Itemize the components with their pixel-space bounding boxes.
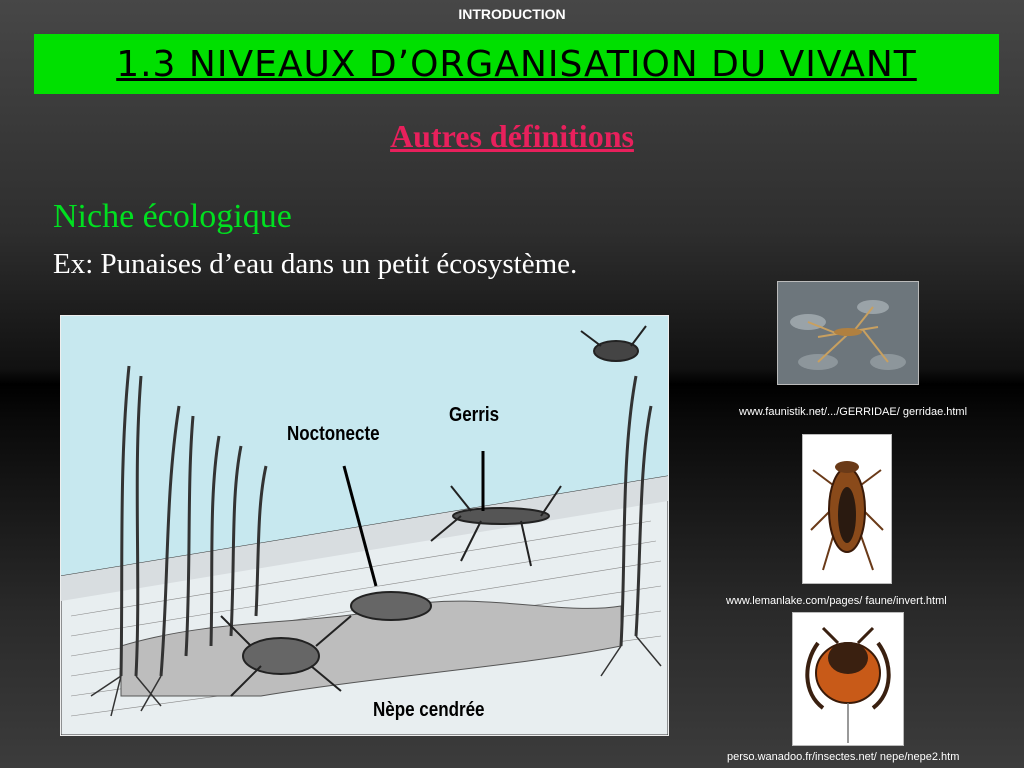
- heading-niche: Niche écologique: [53, 198, 292, 235]
- section-label: INTRODUCTION: [458, 6, 566, 22]
- label-noctonecte: Noctonecte: [287, 423, 380, 445]
- gerris-photo: [777, 281, 919, 385]
- slide-title: 1.3 NIVEAUX D’ORGANISATION DU VIVANT: [116, 43, 917, 85]
- noctonecte-photo-image: [803, 435, 891, 583]
- pond-illustration: [61, 316, 668, 735]
- label-nepe: Nèpe cendrée: [373, 699, 485, 721]
- subtitle: Autres définitions: [390, 118, 634, 154]
- caption-nepe: perso.wanadoo.fr/insectes.net/ nepe/nepe2.htm: [727, 751, 960, 763]
- title-banner: [34, 34, 999, 94]
- nepe-photo-image: [793, 613, 903, 745]
- example-text: Ex: Punaises d’eau dans un petit écosystème.: [53, 248, 578, 280]
- nepe-photo: [792, 612, 904, 746]
- label-gerris: Gerris: [449, 404, 500, 426]
- caption-gerris: www.faunistik.net/.../GERRIDAE/ gerridae.html: [739, 406, 968, 418]
- pond-diagram: [60, 315, 669, 736]
- caption-noctonecte: www.lemanlake.com/pages/ faune/invert.html: [726, 595, 947, 607]
- noctonecte-photo: [802, 434, 892, 584]
- gerris-photo-image: [778, 282, 918, 384]
